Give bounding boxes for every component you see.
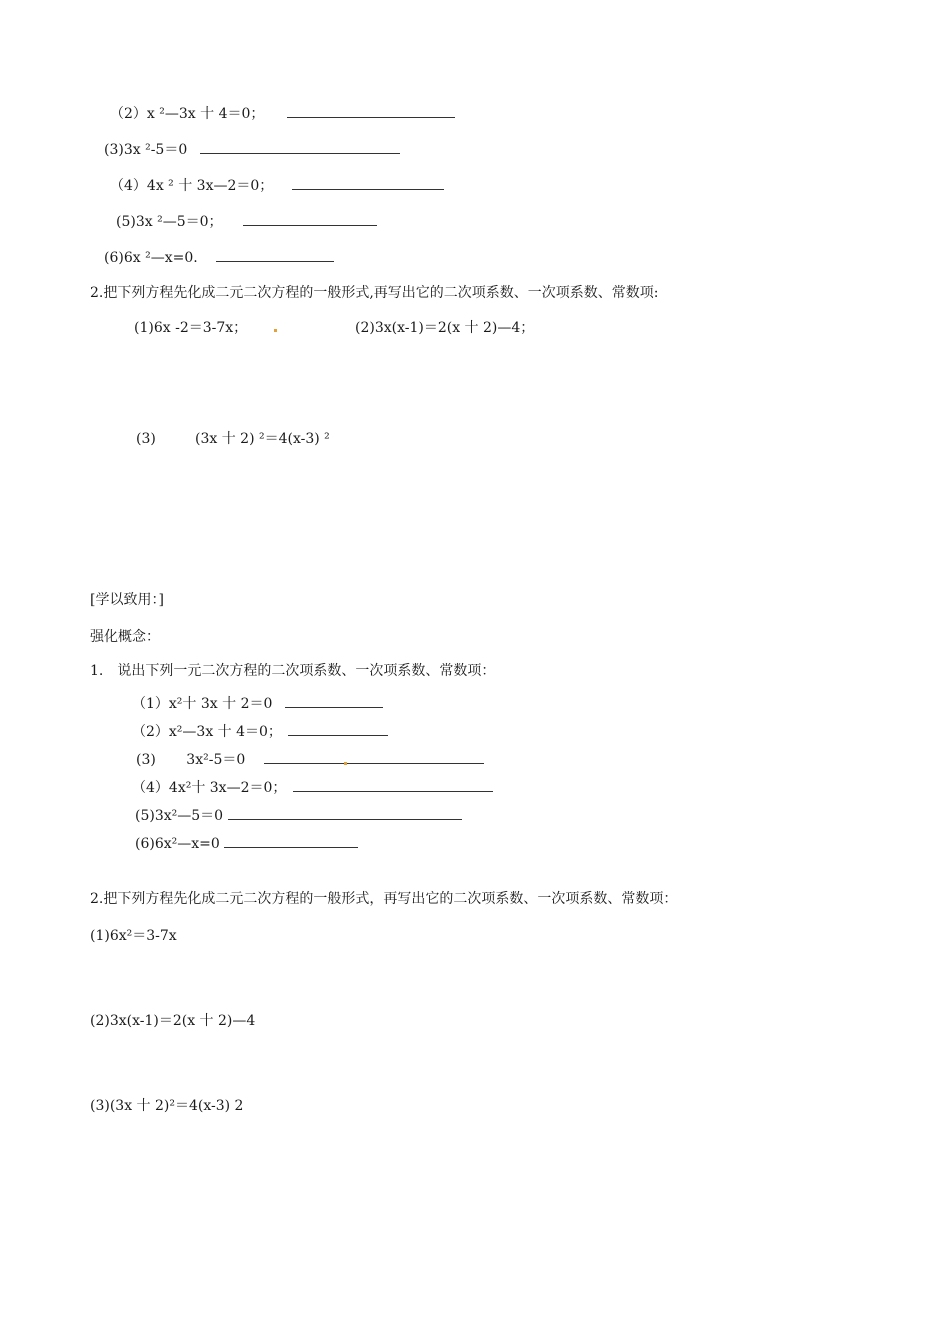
section-label-apply: [学以致用：]	[90, 592, 164, 608]
p2-task1-instruction: 1. 说出下列一元二次方程的二次项系数、一次项系数、常数项：	[90, 663, 496, 679]
p1-q6	[104, 247, 334, 267]
p2-q6-text: (6)6x²—x=0	[135, 836, 220, 852]
p1-q5-text: (5)3x ²—5＝0；	[116, 214, 223, 230]
p2-q2-answer-blank[interactable]	[288, 721, 388, 736]
p1-q3-answer-blank[interactable]	[200, 139, 400, 154]
concept-label: 强化概念：	[90, 629, 160, 645]
p1-q3	[104, 139, 400, 159]
p2-q5-answer-blank[interactable]	[228, 805, 462, 820]
p1-q2-text: （2）x ²—3x 十 4＝0；	[110, 106, 265, 122]
p2-q3-number: (3)	[136, 752, 156, 768]
p1-eq2: (2)3x(x-1)＝2(x 十 2)—4；	[355, 320, 535, 336]
p2-eq1: (1)6x²＝3-7x	[90, 928, 177, 944]
p2-q3-text: 3x²-5＝0	[186, 752, 246, 768]
p1-q6-text: (6)6x ²—x=0.	[104, 250, 198, 266]
p2-q2	[132, 721, 388, 741]
p2-eq2: (2)3x(x-1)＝2(x 十 2)—4	[90, 1013, 256, 1029]
p2-q3-answer-blank[interactable]	[264, 749, 484, 764]
p1-q4	[110, 175, 444, 195]
p2-q4-text: （4）4x²十 3x—2＝0；	[132, 780, 287, 796]
p1-q4-text: （4）4x ² 十 3x—2＝0；	[110, 178, 274, 194]
p2-q6-answer-blank[interactable]	[224, 833, 358, 848]
p2-q1-answer-blank[interactable]	[285, 693, 383, 708]
p2-q6	[135, 833, 358, 853]
p1-eq3-number: (3)	[136, 431, 156, 447]
p2-eq3: (3)(3x 十 2)²＝4(x-3) 2	[90, 1098, 244, 1114]
p2-q4	[132, 777, 493, 797]
p2-q1-text: （1）x²十 3x 十 2＝0	[132, 696, 273, 712]
p2-q1	[132, 693, 383, 713]
p1-q2-answer-blank[interactable]	[287, 103, 455, 118]
p2-q5-text: (5)3x²—5＝0	[135, 808, 224, 824]
p1-task2-instruction: 2.把下列方程先化成二元二次方程的一般形式,再写出它的二次项系数、一次项系数、常数项:	[90, 285, 659, 301]
stray-dot-mark	[344, 762, 347, 765]
p1-q6-answer-blank[interactable]	[216, 247, 334, 262]
p2-task2-instruction: 2.把下列方程先化成二元二次方程的一般形式，再写出它的二次项系数、一次项系数、常数项：	[90, 891, 678, 907]
p2-q3	[136, 749, 484, 769]
p1-eq1: (1)6x -2＝3-7x；	[134, 320, 248, 336]
p1-q5-answer-blank[interactable]	[243, 211, 377, 226]
p1-q2	[110, 103, 455, 123]
p1-q5	[116, 211, 377, 231]
p2-q5	[135, 805, 462, 825]
stray-dot-mark	[274, 329, 277, 332]
p1-q4-answer-blank[interactable]	[292, 175, 444, 190]
p1-eq3-body: (3x 十 2) ²＝4(x-3) ²	[195, 431, 330, 447]
p1-q3-text: (3)3x ²-5＝0	[104, 142, 188, 158]
p2-q2-text: （2）x²—3x 十 4＝0；	[132, 724, 282, 740]
p2-q4-answer-blank[interactable]	[293, 777, 493, 792]
